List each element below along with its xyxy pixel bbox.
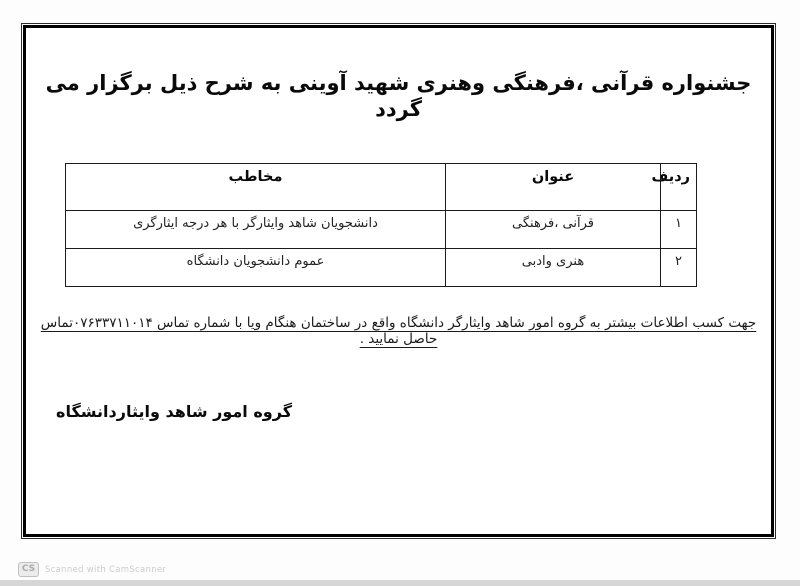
camscanner-badge-icon: CS (18, 562, 39, 577)
cell-onvan: قرآنی ،فرهنگی (446, 211, 661, 249)
document-frame (21, 23, 776, 539)
header-cell-radif: ردیف (661, 164, 697, 211)
header-cell-onvan: عنوان (446, 164, 661, 211)
cell-radif: ۱ (661, 211, 697, 249)
cell-radif: ۲ (661, 249, 697, 287)
festival-table (65, 163, 697, 287)
cell-mokhatab: دانشجویان شاهد وایثارگر با هر درجه ایثارگری (66, 211, 446, 249)
table-row (66, 249, 697, 287)
camscanner-watermark-text: Scanned with CamScanner (45, 564, 167, 575)
document-content (26, 28, 771, 534)
table-header-row (66, 164, 697, 211)
document-title: جشنواره قرآنی ،فرهنگی وهنری شهید آوینی به شرح ذیل برگزار می گردد (45, 71, 752, 122)
camscanner-watermark (18, 562, 166, 577)
cell-onvan: هنری وادبی (446, 249, 661, 287)
bottom-scan-strip (0, 580, 800, 586)
signature-line: گروه امور شاهد وایثاردانشگاه (56, 402, 292, 421)
document-frame-inner-border (23, 25, 774, 537)
cell-mokhatab: عموم دانشجویان دانشگاه (66, 249, 446, 287)
contact-note: جهت کسب اطلاعات بیشتر به گروه امور شاهد وایثارگر دانشگاه واقع در ساختمان هنگام ویا با شماره تماس ۰۷۶۳۳۷۱۱۰۱۴تماس حاصل نمایید . (40, 315, 757, 347)
table-row (66, 211, 697, 249)
header-cell-mokhatab: مخاطب (66, 164, 446, 211)
